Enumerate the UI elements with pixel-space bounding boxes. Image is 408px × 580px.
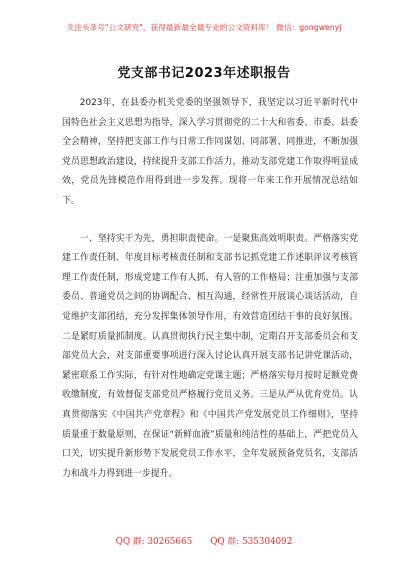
promo-banner: 关注头条号"公文研究"，获得最新最全最专业的公文资料库！ 微信：gongwenyj: [66, 23, 342, 32]
footer-qq-groups: [0, 534, 408, 547]
document-body: [62, 94, 358, 484]
qq-group-right: QQ 群: 535304092: [210, 537, 293, 547]
paragraph-section-1: 一、坚持实干为先，勇担职责使命。一是聚焦高效明职责。严格落实党建工作责任制、年度目标考核责任制和支部书记抓党建工作述职评议考核管理工作责任制，形成党建工作有人抓、有人管的工作格局；注重加强与支部委员、普通党员之间的协调配合、相互沟通，经常性开展谈心谈话活动，自觉维护支部团结，充分发挥集体领导作用，有效营造团结干事的良好氛围。二是紧盯质量抓制度。认真贯彻执行民主集中制，定期召开支部委员会和支部党员大会，对支部重要事项进行深入讨论认真开展支部书记讲党课活动，紧密联系工作实际，有针对性地确定党课主题；严格落实每月按时足额党费收缴制度，有效督促支部党员严格履行党员义务。三是从严从优育党员。认真贯彻落实《中国共产党章程》和《中国共产党发展党员工作细则》，坚持质量重于数量原则，在保证“新鲜血液”质量和纯洁性的基础上，严把党员入口关，切实提升新形势下发展党员工作水平，全年发展预备党员名，支部活力和战斗力得到进一步提升。: [62, 233, 358, 479]
document-title: 党支部书记2023年述职报告: [117, 66, 291, 81]
qq-group-left: QQ 群: 30265665: [115, 537, 193, 547]
paragraph-intro: 2023年，在县委办机关党委的坚强领导下，我坚定以习近平新时代中国特色社会主义思想为指导，深入学习贯彻党的二十大和省委、市委、县委全会精神，坚持把支部工作与日常工作同谋划、同部署、同推进，不断加强党员思想政治建设，持续提升支部工作活力，推动支部党建工作取得明显成效，党员先锋模范作用得到进一步发挥。现将一年来工作开展情况总结如下。: [62, 98, 358, 206]
